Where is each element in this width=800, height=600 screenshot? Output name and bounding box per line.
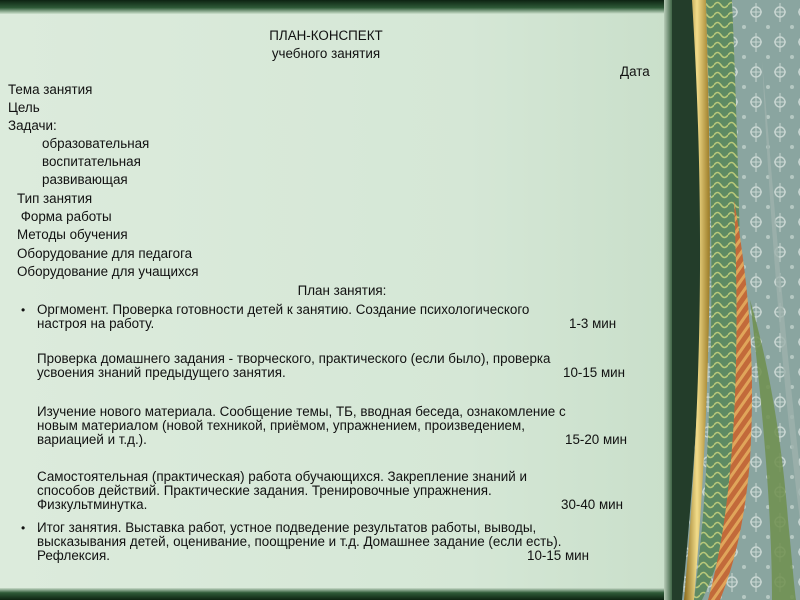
methods-label: Методы обучения [17, 227, 128, 242]
plan-item-line: Физкультминутка. [37, 497, 148, 512]
topic-label: Тема занятия [8, 82, 93, 97]
plan-item-line: способов действий. Практические задания. Тренировочные упражнения. [37, 483, 492, 498]
teacher-equipment-label: Оборудование для педагога [17, 246, 193, 261]
bullet-icon: • [21, 521, 26, 535]
lesson-type-label: Тип занятия [17, 191, 93, 206]
plan-item-line: Проверка домашнего задания - творческого, практического (если было), проверка [37, 351, 551, 366]
plan-item-duration: 15-20 мин [565, 432, 628, 447]
plan-item [37, 470, 649, 512]
plan-item-line: новым материалом (новой техникой, приёмом, упражнением, произведением, [37, 418, 525, 433]
decorative-fabric-panel [672, 0, 800, 600]
plan-heading: План занятия: [297, 283, 387, 298]
plan-item-line: Самостоятельная (практическая) работа обучающихся. Закрепление знаний и [37, 469, 527, 484]
date-label: Дата [620, 64, 650, 79]
plan-item-duration: 30-40 мин [561, 497, 624, 512]
plan-item-line: Изучение нового материала. Сообщение темы, ТБ, вводная беседа, ознакомление с [37, 404, 566, 419]
plan-item-duration: 10-15 мин [527, 548, 590, 563]
plan-item-line: вариацией и т.д.). [37, 432, 147, 447]
work-form-label: Форма работы [17, 209, 112, 224]
plan-item-line: Итог занятия. Выставка работ, устное подведение результатов работы, выводы, [37, 520, 537, 535]
slide-page [0, 14, 668, 588]
plan-item-line: Оргмомент. Проверка готовности детей к занятию. Создание психологического [37, 302, 530, 317]
bullet-icon: • [21, 303, 26, 317]
tasks-label: Задачи: [8, 118, 57, 133]
plan-item [37, 405, 649, 447]
plan-item-line: усвоения знаний предыдущего занятия. [37, 365, 286, 380]
plan-item [37, 303, 649, 331]
plan-item [37, 521, 649, 563]
plan-item-duration: 1-3 мин [569, 316, 617, 331]
student-equipment-label: Оборудование для учащихся [17, 264, 199, 279]
plan-item-duration: 10-15 мин [563, 365, 626, 380]
task-item: образовательная [42, 136, 150, 151]
plan-item-line: Рефлексия. [37, 548, 110, 563]
task-item: воспитательная [42, 154, 141, 169]
plan-item-line: настроя на работу. [37, 316, 155, 331]
slide-bottom-border [0, 588, 680, 600]
page-subtitle: учебного занятия [271, 46, 381, 61]
goal-label: Цель [8, 100, 40, 115]
task-item: развивающая [42, 172, 128, 187]
plan-item [37, 352, 649, 380]
plan-item-line: высказывания детей, оценивание, поощрение и т.д. Домашнее задание (если есть). [37, 534, 562, 549]
slide-top-border [0, 0, 680, 14]
page-title: ПЛАН-КОНСПЕКТ [269, 28, 383, 43]
